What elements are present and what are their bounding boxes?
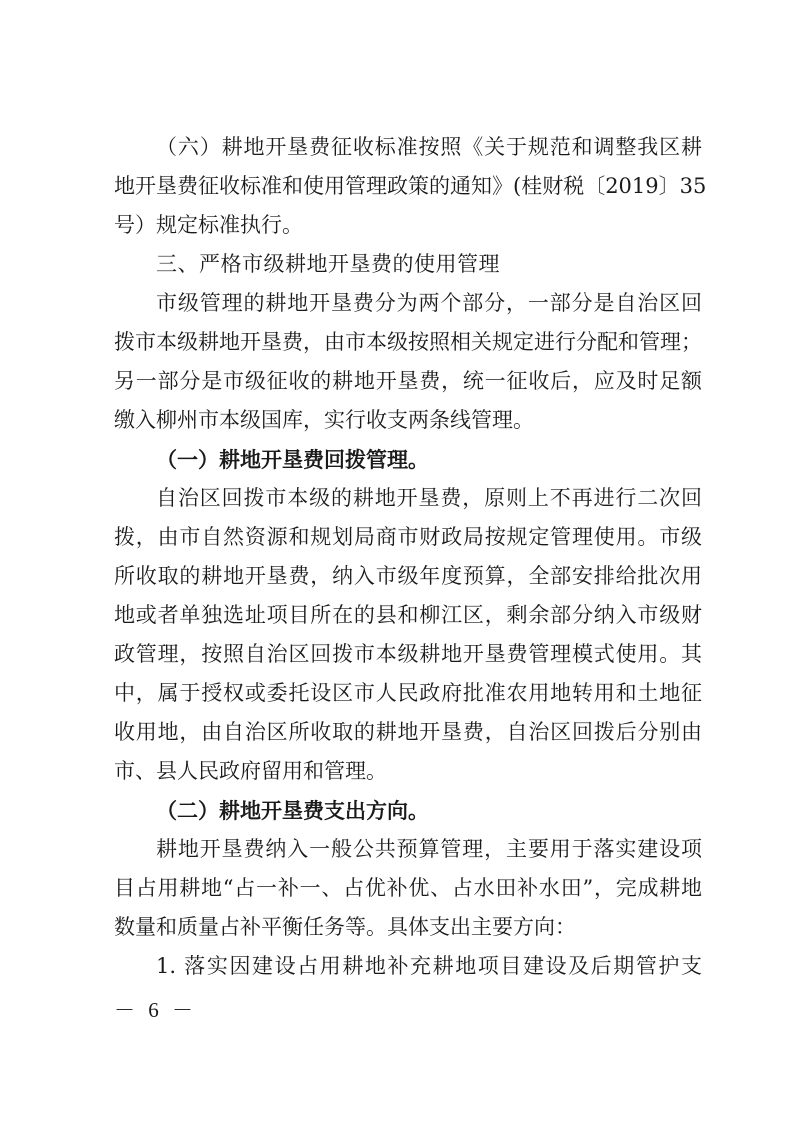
subsection-heading: （二）耕地开垦费支出方向。 bbox=[156, 798, 429, 823]
paragraph-line: 自治区回拨市本级的耕地开垦费，原则上不再进行二次回 bbox=[156, 486, 702, 510]
paragraph-line: 拨市本级耕地开垦费，由市本级按照相关规定进行分配和管理； bbox=[114, 330, 702, 354]
paragraph-line: 地或者单独选址项目所在的县和柳江区，剩余部分纳入市级财 bbox=[114, 603, 702, 627]
list-item-line: 1. 落实因建设占用耕地补充耕地项目建设及后期管护支 bbox=[156, 954, 702, 978]
paragraph-line: 中，属于授权或委托设区市人民政府批准农用地转用和土地征 bbox=[114, 681, 702, 705]
paragraph-line: 市、县人民政府留用和管理。 bbox=[114, 759, 387, 783]
paragraph-line: 地开垦费征收标准和使用管理政策的通知》(桂财税〔2019〕35 bbox=[114, 174, 707, 198]
paragraph-line: 收用地，由自治区所收取的耕地开垦费，自治区回拨后分别由 bbox=[114, 720, 702, 744]
paragraph-line: 目占用耕地“占一补一、占优补优、占水田补水田”，完成耕地 bbox=[114, 876, 702, 900]
paragraph-line: 政管理，按照自治区回拨市本级耕地开垦费管理模式使用。其 bbox=[114, 642, 702, 666]
subsection-heading: （一）耕地开垦费回拨管理。 bbox=[156, 447, 429, 472]
paragraph-line: 拨，由市自然资源和规划局商市财政局按规定管理使用。市级 bbox=[114, 525, 702, 549]
paragraph-line: 市级管理的耕地开垦费分为两个部分，一部分是自治区回 bbox=[156, 291, 702, 315]
paragraph-line: 缴入柳州市本级国库，实行收支两条线管理。 bbox=[114, 408, 534, 432]
section-heading: 三、严格市级耕地开垦费的使用管理 bbox=[156, 252, 500, 276]
document-body bbox=[114, 128, 707, 986]
paragraph-line: 号）规定标准执行。 bbox=[114, 213, 303, 237]
paragraph-line: 所收取的耕地开垦费，纳入市级年度预算，全部安排给批次用 bbox=[114, 564, 702, 588]
paragraph-line: 另一部分是市级征收的耕地开垦费，统一征收后，应及时足额 bbox=[114, 369, 702, 393]
paragraph-line: 数量和质量占补平衡任务等。具体支出主要方向： bbox=[114, 915, 576, 939]
paragraph-line: （六）耕地开垦费征收标准按照《关于规范和调整我区耕 bbox=[156, 135, 702, 159]
page-number: － 6 － bbox=[114, 998, 197, 1022]
paragraph-line: 耕地开垦费纳入一般公共预算管理，主要用于落实建设项 bbox=[156, 837, 702, 861]
